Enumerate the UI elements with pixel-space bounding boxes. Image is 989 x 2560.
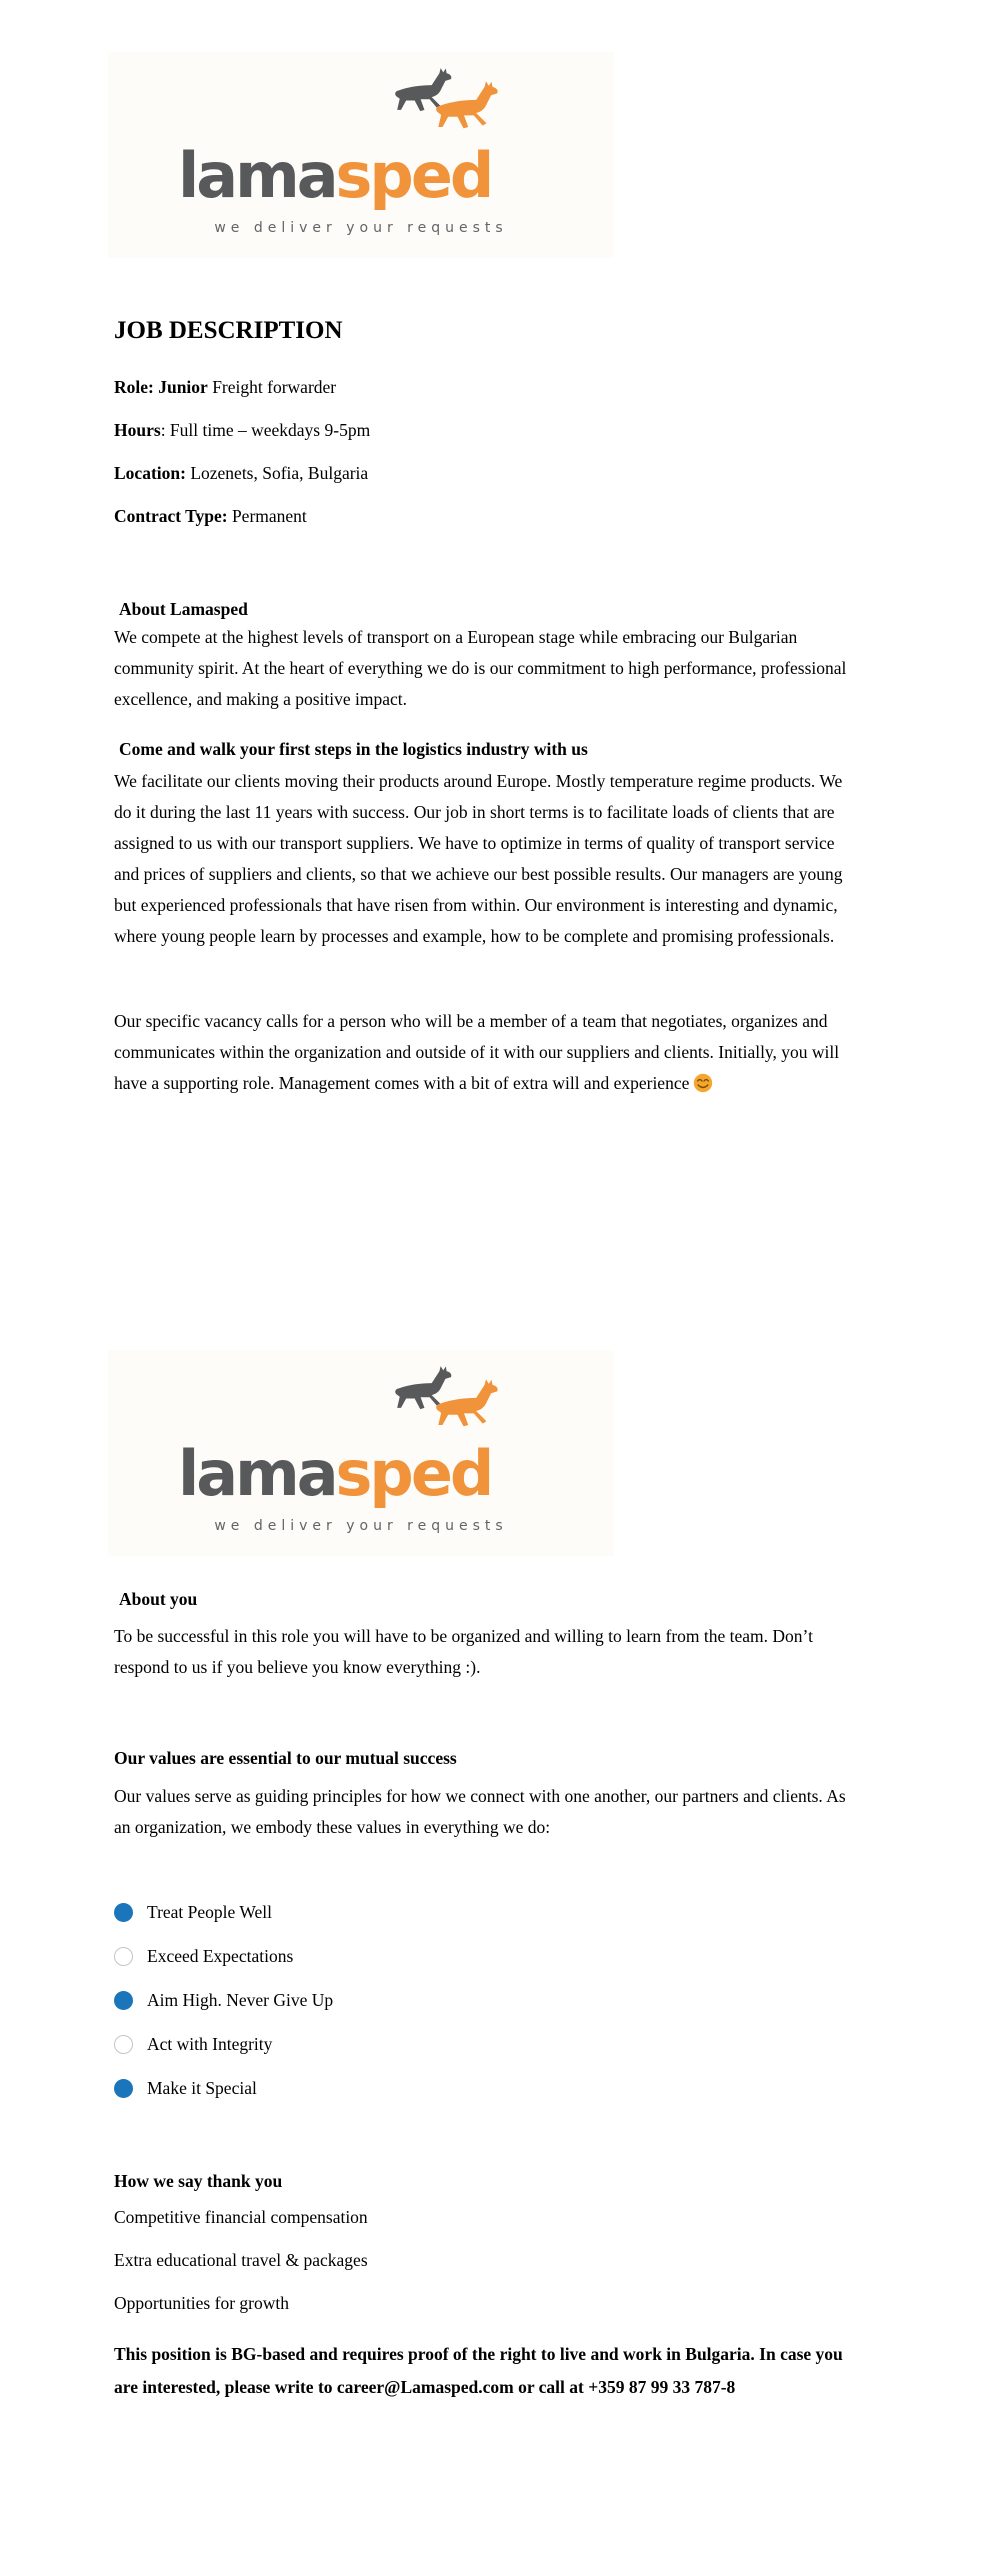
closing-statement: This position is BG-based and requires proof of the right to live and work in Bulgaria. In case you are interested, please write to career@Lamasped.com or call at +359 87 99 33 787-8: [114, 2344, 843, 2397]
first-steps-heading: Come and walk your first steps in the logistics industry with us: [119, 739, 588, 759]
lamasped-logo: [108, 1350, 614, 1556]
about-lamasped-body: We compete at the highest levels of transport on a European stage while embracing our Bulgarian community spirit. At the heart of everything we do is our commitment to high performance, professional excellence, and making a positive impact.: [114, 627, 847, 709]
logo-wordmark: [178, 139, 492, 212]
list-item: Treat People Well: [114, 1902, 714, 1922]
logo-tagline: we deliver your requests: [214, 1518, 508, 1534]
logo-word-lama: lama: [178, 1437, 336, 1510]
list-item: Make it Special: [114, 2078, 714, 2098]
first-steps-paragraph-1: We facilitate our clients moving their products around Europe. Mostly temperature regime products. We do it during the last 11 years with success. Our job in short terms is to facilitate loads of clients that are assigned to us with our transport suppliers. We have to optimize in terms of quality of transport service and prices of suppliers and clients, so that we achieve our best possible results. Our managers are young but experienced professionals that have risen from within. Our environment is interesting and dynamic, where young people learn by processes and example, how to be complete and promising professionals.: [114, 771, 843, 946]
about-you-body: To be successful in this role you will have to be organized and willing to learn from the team. Don’t respond to us if you believe you know everything :).: [114, 1626, 813, 1677]
logo-wordmark: [178, 1437, 492, 1510]
filled-bullet-icon: [114, 1903, 133, 1922]
thanks-list: [114, 2208, 714, 2337]
detail-hours: Hours: Full time – weekdays 9-5pm: [114, 420, 371, 440]
llama-icon: [390, 1364, 520, 1446]
thanks-heading: How we say thank you: [114, 2171, 283, 2191]
logo-word-sped: sped: [335, 1437, 492, 1510]
list-item: Exceed Expectations: [114, 1946, 714, 1966]
values-intro: Our values serve as guiding principles for how we connect with one another, our partners and clients. As an organization, we embody these values in everything we do:: [114, 1786, 846, 1837]
about-lamasped-heading: About Lamasped: [119, 599, 248, 619]
role-details: [114, 378, 862, 550]
filled-bullet-icon: [114, 1991, 133, 2010]
list-item: Act with Integrity: [114, 2034, 714, 2054]
list-item: Extra educational travel & packages: [114, 2250, 368, 2270]
lamasped-logo: [108, 52, 614, 258]
logo-word-sped: sped: [335, 139, 492, 212]
logo-word-lama: lama: [178, 139, 336, 212]
detail-role: Role: Junior Freight forwarder: [114, 377, 337, 397]
detail-contract-type: Contract Type: Permanent: [114, 506, 307, 526]
llama-icon: [390, 66, 520, 148]
values-heading: Our values are essential to our mutual success: [114, 1748, 457, 1768]
filled-bullet-icon: [114, 2079, 133, 2098]
list-item: Opportunities for growth: [114, 2293, 289, 2313]
logo-tagline: we deliver your requests: [214, 220, 508, 236]
list-item: Aim High. Never Give Up: [114, 1990, 714, 2010]
empty-bullet-icon: [114, 2035, 133, 2054]
empty-bullet-icon: [114, 1947, 133, 1966]
values-list: [114, 1902, 714, 2122]
list-item: Competitive financial compensation: [114, 2207, 368, 2227]
detail-location: Location: Lozenets, Sofia, Bulgaria: [114, 463, 369, 483]
page-title: JOB DESCRIPTION: [114, 317, 343, 344]
first-steps-paragraph-2: Our specific vacancy calls for a person who will be a member of a team that negotiates, organizes and communicates within the organization and outside of it with our suppliers and clients. Initially, you will have a supporting role. Management comes with a bit of extra will and experience: [114, 1011, 840, 1093]
about-you-heading: About you: [119, 1589, 198, 1609]
smiling-face-emoji-icon: [693, 1073, 713, 1093]
